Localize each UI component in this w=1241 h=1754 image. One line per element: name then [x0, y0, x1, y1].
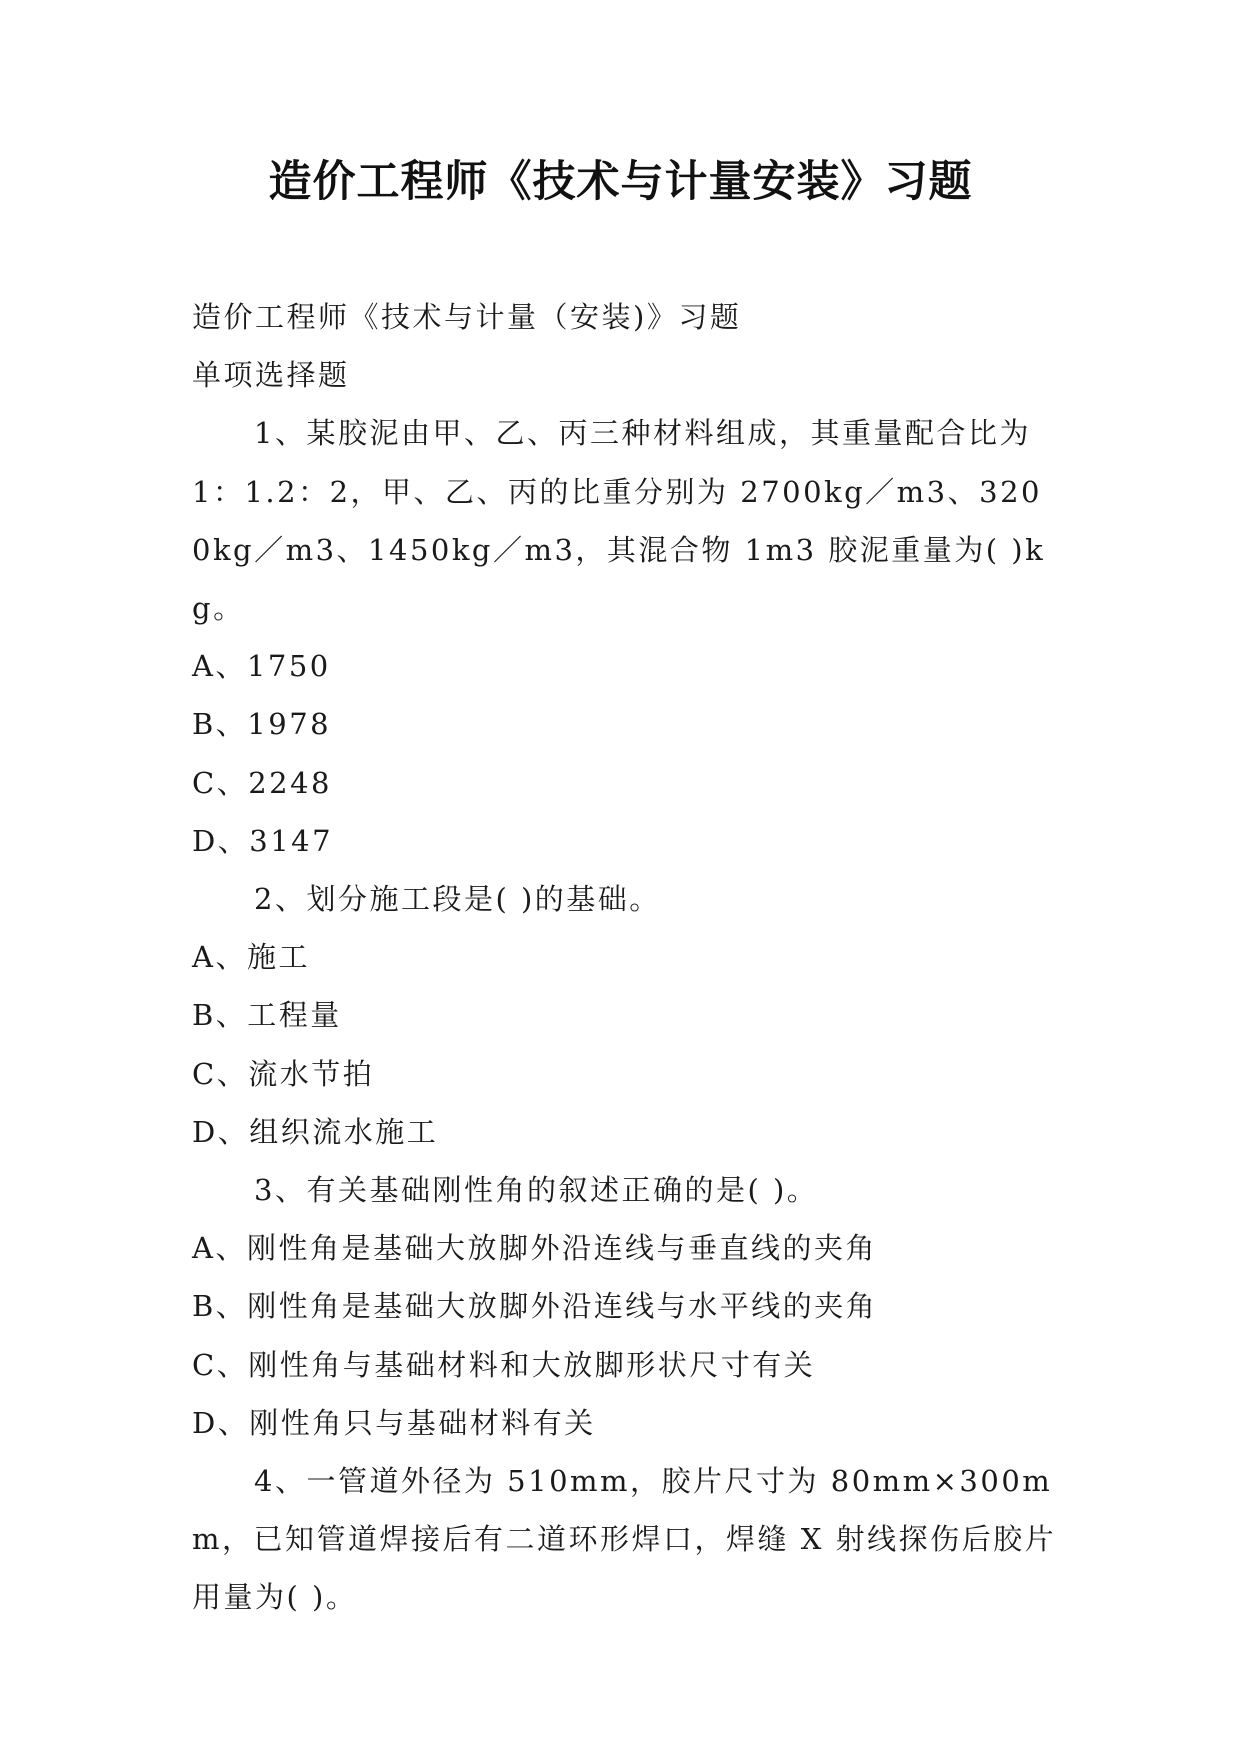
question-2-option-b: B、工程量 — [192, 998, 342, 1033]
question-2-stem: 2、划分施工段是( )的基础。 — [254, 882, 661, 917]
question-2-option-a: A、施工 — [192, 940, 310, 975]
question-2-option-c: C、流水节拍 — [192, 1056, 375, 1091]
question-1-stem: 1、某胶泥由甲、乙、丙三种材料组成，其重量配合比为 1：1.2：2，甲、乙、丙的比重分别为 2700kg／m3、3200kg／m3、1450kg／m3，其混合物 1m3 胶泥重量为( )kg。 — [192, 416, 1046, 626]
question-1-option-b: B、1978 — [192, 707, 332, 742]
question-3-option-c: C、刚性角与基础材料和大放脚形状尺寸有关 — [192, 1347, 816, 1382]
question-2-option-d: D、组织流水施工 — [192, 1114, 439, 1149]
question-3-option-b: B、刚性角是基础大放脚外沿连线与水平线的夹角 — [192, 1289, 878, 1324]
document-subtitle: 造价工程师《技术与计量（安装)》习题 — [192, 300, 742, 334]
question-1-option-c: C、2248 — [192, 765, 332, 800]
question-3-stem: 3、有关基础刚性角的叙述正确的是( )。 — [254, 1173, 819, 1208]
question-4-stem: 4、一管道外径为 510mm，胶片尺寸为 80mm×300mm，已知管道焊接后有二道环形焊口，焊缝 X 射线探伤后胶片用量为( )。 — [192, 1464, 1057, 1615]
section-heading: 单项选择题 — [192, 358, 350, 393]
document-body — [192, 288, 1057, 1627]
question-3-option-a: A、刚性角是基础大放脚外沿连线与垂直线的夹角 — [192, 1231, 877, 1266]
question-1-option-a: A、1750 — [192, 649, 331, 684]
question-3-option-d: D、刚性角只与基础材料有关 — [192, 1405, 596, 1440]
document-title: 造价工程师《技术与计量安装》习题 — [268, 157, 973, 207]
question-1-option-d: D、3147 — [192, 823, 334, 858]
